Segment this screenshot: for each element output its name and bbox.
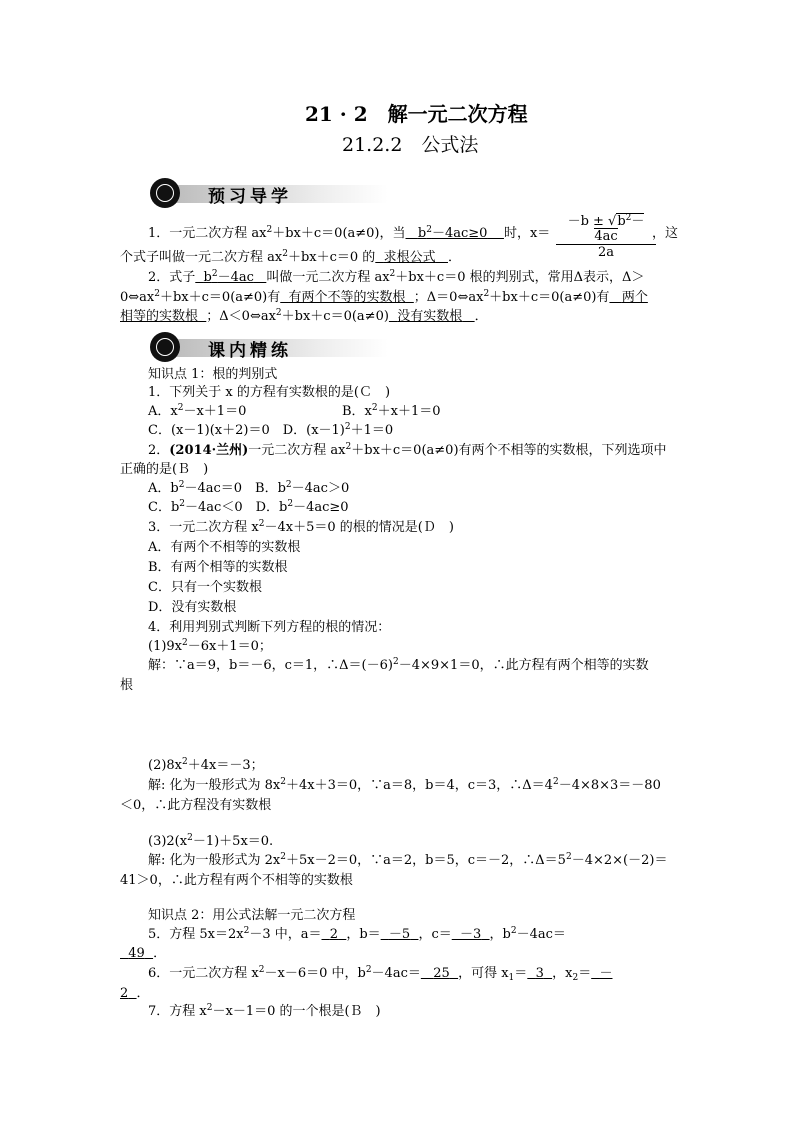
kp1-q3-option-c: C．只有一个实数根 (148, 580, 262, 595)
kp2-q5-line2: 49 ． (128, 946, 167, 961)
practice-banner: 课内精练 (150, 332, 390, 362)
preview-q2-line1: 2．式子 $b^2-4ac$ 叫做一元二次方程 $ax^2+bx+c=0$ 根的判别式，常用Δ表示，Δ＞ (148, 269, 645, 285)
kp1-q2-options-cd: C．$b^2-4ac<0$ D．$b^2-4ac\ge 0$ (148, 499, 349, 515)
kp1-q4-solution3: 解: 化为一般形式为 $2x^2+5x-2=0$，∵a＝2，b＝5，c＝－2，$\therefore\Delta=5^2-4\times 2\times(-2)=$ (148, 852, 668, 868)
kp1-q1-option-cd: C．(x－1)(x＋2)＝0 D．$(x-1)^2+1=0$ (148, 422, 394, 438)
kp1-q2-options-ab: A．$b^2-4ac=0$ B．$b^2-4ac>0$ (148, 480, 350, 496)
pencil-icon (150, 332, 180, 362)
kp1-q4-solution1: 解：∵a＝9，b＝－6，c＝1，$\therefore\Delta=(-6)^2-4\times 9\times 1=0$，∴此方程有两个相等的实数 (148, 657, 649, 673)
preview-banner: 预习导学 (150, 178, 390, 208)
kp1-q3-option-b: B．有两个相等的实数根 (148, 560, 288, 575)
kp1-q3-stem: 3．一元二次方程 $x^2-4x+5=0$ 的根的情况是(Ｄ ) (148, 519, 454, 535)
kp1-q4-stem: 4．利用判别式判断下列方程的根的情况： (148, 620, 391, 635)
kp1-q1-option-b: B．$x^2+x+1=0$ (342, 403, 441, 419)
kp1-q2-line2: 正确的是(Ｂ ) (120, 462, 209, 477)
kp1-q3-option-a: A．有两个不相等的实数根 (148, 540, 301, 555)
preview-q1-line1: 1．一元二次方程 $ax^2+bx+c=0(a\ne 0)$，当 $b^2-4ac\ge 0$ 时，x＝ (148, 225, 551, 241)
kp2-q6-line1: 6．一元二次方程 $x^2-x-6=0$ 中，$b^2-4ac=$ 25 ，可得 $x_1= 3$ ，$x_2=$ － (148, 965, 613, 983)
kp2-q5-line1: 5．方程 $5x=2x^2-3$ 中，a＝ 2 ，b＝ －5 ，c＝ －3 ，$b^2-4ac=$ (148, 926, 566, 942)
preview-q2-line3: 相等的实数根 ；$\Delta<0\Leftrightarrow ax^2+bx+c=0(a\ne 0)$ 没有实数根 ． (120, 308, 488, 324)
kp2-heading: 知识点 2：用公式法解一元二次方程 (148, 908, 356, 923)
kp1-q4-part3: $(3)2(x^2-1)+5x=0$. (148, 833, 274, 849)
kp1-heading: 知识点 1：根的判别式 (148, 367, 278, 382)
kp2-q6-line2: 2 ． (120, 986, 150, 1001)
kp1-q2-line1: 2．(2014·兰州)一元二次方程 $ax^2+bx+c=0(a\ne 0)$有两个不相等的实数根，下列选项中 (148, 442, 667, 458)
book-icon (150, 178, 180, 208)
quadratic-formula: $\frac{-b \pm √b^2-4ac}{2a}$ (556, 210, 656, 260)
preview-q2-line2: $0\Leftrightarrow ax^2+bx+c=0(a\ne 0)$有 有两个不等的实数根 ；$\Delta=0\Leftrightarrow ax^2+bx+c=0(a\ne 0)$有 两个 (120, 289, 648, 305)
section-title: 21 · 2 解一元二次方程 (305, 102, 528, 126)
kp1-q1-option-a: A．$x^2-x+1=0$ (148, 403, 247, 419)
kp1-q1-stem: 1．下列关于 x 的方程有实数根的是(Ｃ ) (148, 385, 391, 400)
kp1-q4-part2: $(2)8x^2+4x=-3$； (148, 757, 264, 773)
preview-q1-line2: 个式子叫做一元二次方程 $ax^2+bx+c=0$ 的 求根公式 ． (120, 249, 461, 265)
kp1-q4-solution2: 解: 化为一般形式为 $8x^2+4x+3=0$，∵a＝8，b＝4，c＝3，$\therefore\Delta=4^2-4\times 8\times 3=-80$ (148, 777, 661, 793)
kp1-q3-option-d: D．没有实数根 (148, 600, 237, 615)
kp1-q4-part1: $(1)9x^2-6x+1=0$； (148, 638, 272, 654)
subsection-title: 21.2.2 公式法 (342, 134, 479, 156)
kp2-q7-stem: 7．方程 $x^2-x-1=0$ 的一个根是(Ｂ ) (148, 1003, 381, 1019)
